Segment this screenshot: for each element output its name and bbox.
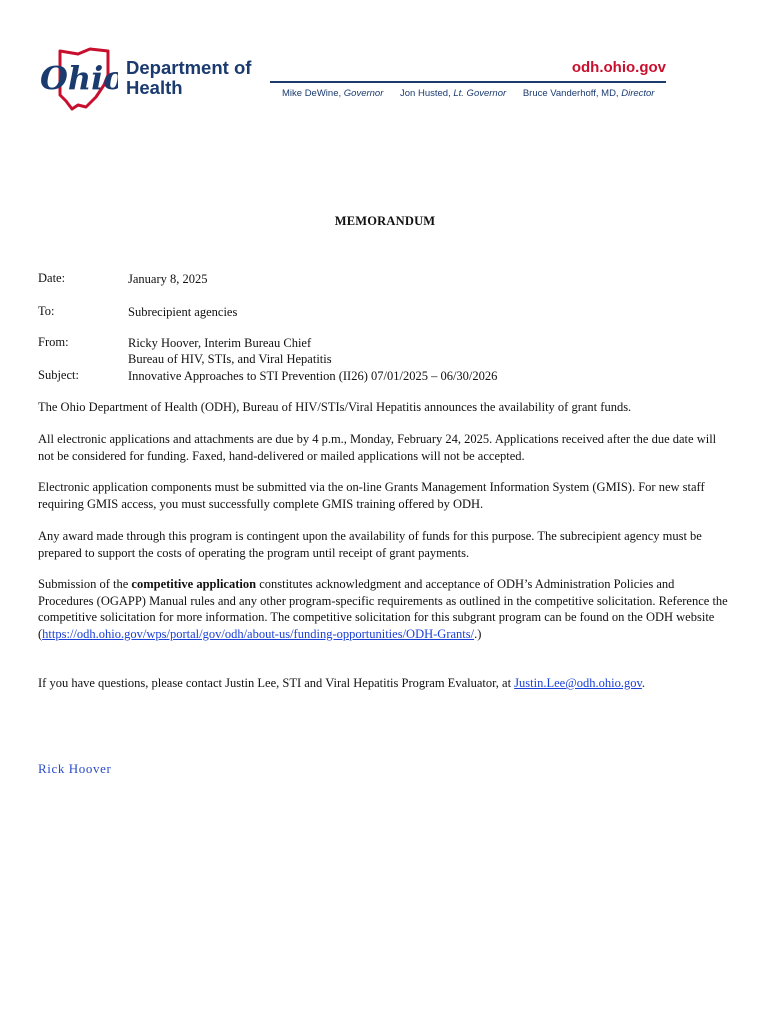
paragraph-gmis: Electronic application components must be submitted via the on-line Grants Management Information System (GMIS). For new staff requiring GMIS access, you must successfully complete GMIS training offered by ODH. — [38, 480, 705, 511]
site-link[interactable]: odh.ohio.gov — [571, 59, 666, 76]
paragraph-submission: Submission of the competitive application constitutes acknowledgment and acceptance of ODH’s Administration Policies and Procedures (OGAPP) Manual rules and any other program-specific requirements as outlined in the competitive solicitation. Reference the competitive solicitation for more information. The competitive solicitation for this subgrant program can be found on the ODH website (https://odh.ohio.gov/wps/portal/gov/odh/about-us/funding-opportunities/ODH-Grants/.) — [38, 577, 728, 641]
ohio-logo — [38, 45, 118, 113]
to-label: To: — [38, 304, 55, 318]
paragraph-deadline: All electronic applications and attachments are due by 4 p.m., Monday, February 24, 2025. Applications received after the due date will not be considered for funding. Faxed, hand-delivered or mailed applications will not be accepted. — [38, 432, 717, 463]
from-label: From: — [38, 335, 69, 349]
paragraph-contact: If you have questions, please contact Justin Lee, STI and Viral Hepatitis Program Evaluator, at Justin.Lee@odh.ohio.gov. — [38, 676, 646, 690]
official-director: Bruce Vanderhoff, MD, Director — [522, 88, 655, 99]
paragraph-announcement: The Ohio Department of Health (ODH), Bureau of HIV/STIs/Viral Hepatitis announces the availability of grant funds. — [38, 400, 632, 414]
paragraph-contingency: Any award made through this program is contingent upon the availability of funds for this purpose. The subrecipient agency must be prepared to support the costs of operating the program until receipt of grant payments. — [38, 529, 702, 560]
dept-line-1: Department of — [126, 57, 252, 78]
date-label: Date: — [38, 271, 66, 285]
competitive-application-text: competitive application — [131, 577, 257, 591]
date-value: January 8, 2025 — [128, 272, 208, 286]
signature: Rick Hoover — [38, 761, 112, 776]
from-line-1: Ricky Hoover, Interim Bureau Chief — [128, 336, 312, 350]
contact-email-link[interactable]: Justin.Lee@odh.ohio.gov — [514, 676, 642, 690]
from-value — [128, 335, 332, 367]
official-governor: Mike DeWine, Governor — [282, 88, 384, 99]
subject-label: Subject: — [38, 368, 79, 382]
from-line-2: Bureau of HIV, STIs, and Viral Hepatitis — [128, 352, 332, 366]
subject-value: Innovative Approaches to STI Prevention (II26) 07/01/2025 – 06/30/2026 — [128, 369, 498, 383]
memo-title: MEMORANDUM — [334, 214, 436, 228]
official-lt-governor: Jon Husted, Lt. Governor — [400, 88, 507, 99]
to-value: Subrecipient agencies — [128, 305, 238, 319]
dept-line-2: Health — [126, 77, 183, 98]
header-divider — [270, 81, 666, 83]
funding-opportunities-link[interactable]: https://odh.ohio.gov/wps/portal/gov/odh/about-us/funding-opportunities/ODH-Grants/ — [42, 626, 475, 641]
department-name — [126, 58, 251, 98]
officials-line — [282, 88, 668, 99]
logo-text: Ohio — [40, 59, 118, 97]
